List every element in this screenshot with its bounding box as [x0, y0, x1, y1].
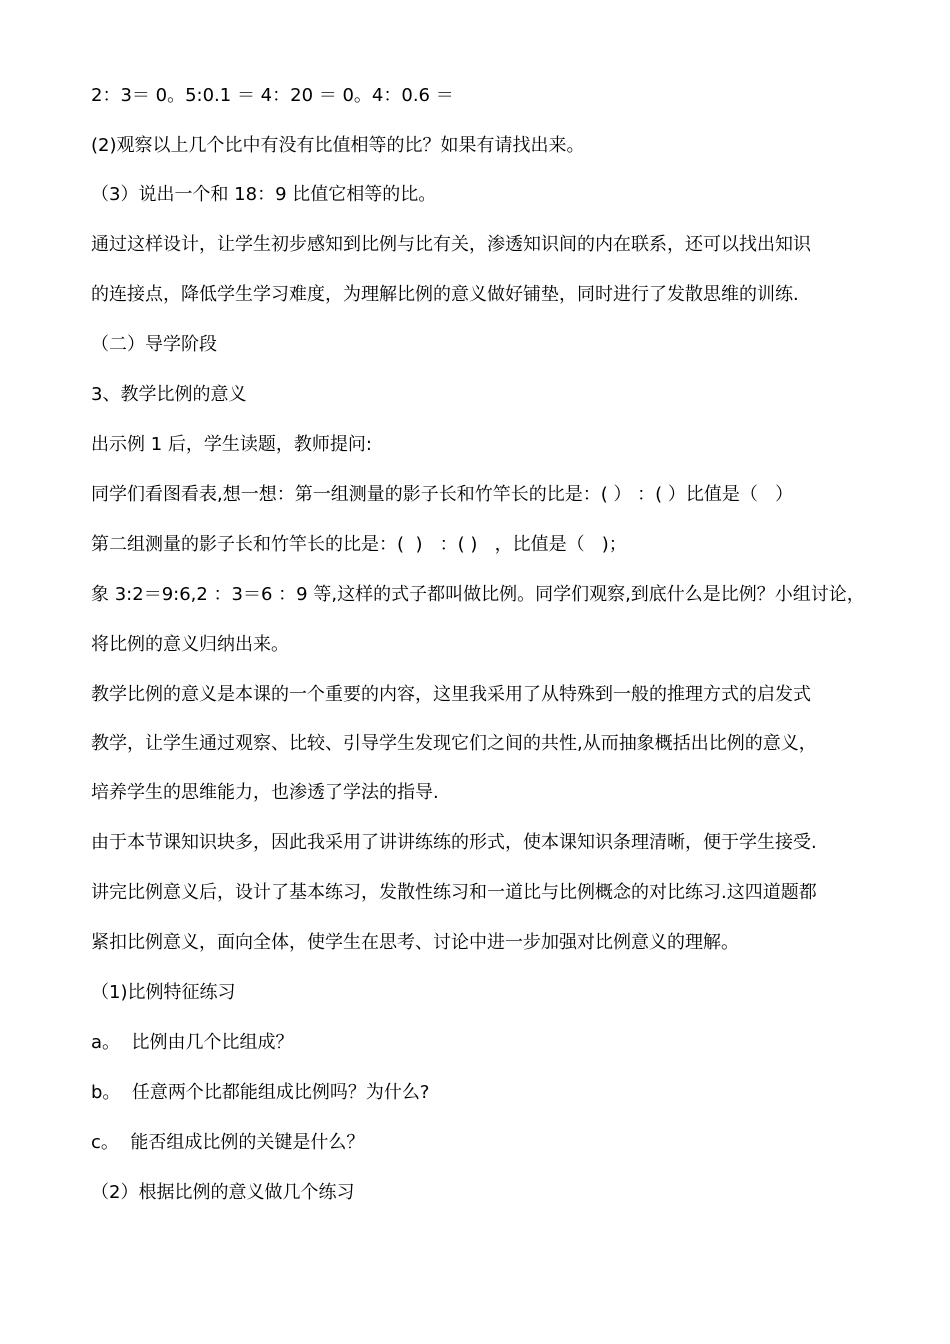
- text-line: 第二组测量的影子长和竹竿长的比是：( ) ：( ) ，比值是（ )；: [91, 534, 627, 555]
- text-line: 教学比例的意义是本课的一个重要的内容，这里我采用了从特殊到一般的推理方式的启发式: [91, 684, 811, 705]
- text-line: (2)观察以上几个比中有没有比值相等的比？如果有请找出来。: [91, 135, 585, 156]
- text-line: 紧扣比例意义，面向全体，使学生在思考、讨论中进一步加强对比例意义的理解。: [91, 932, 739, 953]
- section-heading: 3、教学比例的意义: [91, 384, 247, 405]
- text-line: 出示例 1 后，学生读题，教师提问:: [91, 434, 372, 455]
- text-line: 培养学生的思维能力，也渗透了学法的指导.: [91, 782, 439, 803]
- text-line: 的连接点，降低学生学习难度，为理解比例的意义做好铺垫，同时进行了发散思维的训练.: [91, 284, 799, 305]
- text-line: 将比例的意义归纳出来。: [91, 634, 289, 655]
- text-line: （3）说出一个和 18：9 比值它相等的比。: [91, 184, 437, 205]
- list-heading: （1)比例特征练习: [91, 982, 236, 1003]
- section-heading: （二）导学阶段: [91, 334, 217, 355]
- text-line: 教学，让学生通过观察、比较、引导学生发现它们之间的共性,从而抽象概括出比例的意义，: [91, 733, 817, 754]
- text-line: 讲完比例意义后，设计了基本练习，发散性练习和一道比与比例概念的对比练习.这四道题都: [91, 882, 817, 903]
- list-heading: （2）根据比例的意义做几个练习: [91, 1182, 355, 1203]
- list-item: c。 能否组成比例的关键是什么？: [91, 1132, 365, 1153]
- text-line: 由于本节课知识块多，因此我采用了讲讲练练的形式，使本课知识条理清晰，便于学生接受.: [91, 832, 817, 853]
- list-item: b。 任意两个比都能组成比例吗？为什么?: [91, 1082, 430, 1103]
- text-line: 2：3＝ 0。5:0.1 ＝ 4：20 ＝ 0。4：0.6 ＝: [91, 85, 454, 106]
- text-line: 象 3:2＝9:6,2 ：3＝6 ：9 等,这样的式子都叫做比例。同学们观察,到底什么是比例？小组讨论，: [91, 584, 865, 605]
- list-item: a。 比例由几个比组成？: [91, 1032, 294, 1053]
- text-line: 通过这样设计，让学生初步感知到比例与比有关，渗透知识间的内在联系，还可以找出知识: [91, 234, 811, 255]
- text-line: 同学们看图看表,想一想：第一组测量的影子长和竹竿长的比是：( ） ：( ）比值是（ ）: [91, 484, 794, 505]
